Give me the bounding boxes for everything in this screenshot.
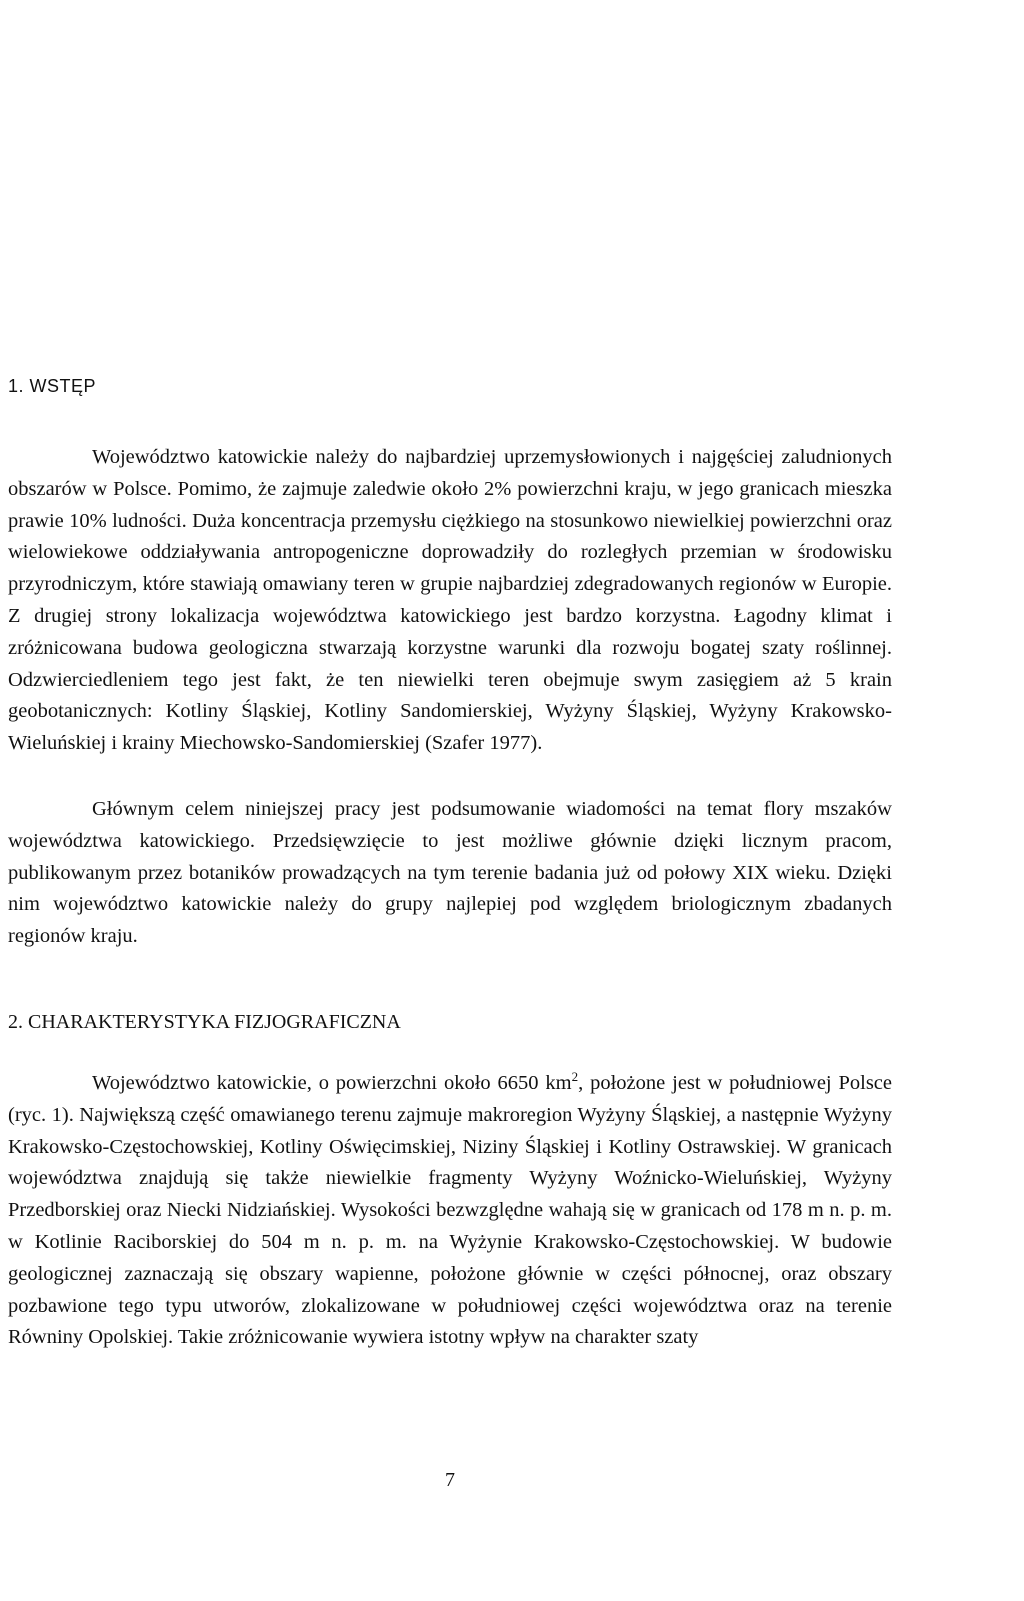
page-number: 7	[445, 1469, 455, 1491]
paragraph-physiography-rest: , położone jest w południowej Polsce (ryc. 1). Największą część omawianego terenu zajmuje makroregion Wyżyny Śląskiej, a następnie Wyżyny Krakowsko-Częstochowskiej, Kotliny Oświęcimskiej, Niziny Śląskiej i Kotliny Ostrawskiej. W granicach województwa znajdują się także niewielkie fragmenty Wyżyny Woźnicko-Wieluńskiej, Wyżyny Przedborskiej oraz Niecki Nidziańskiej. Wysokości bezwzględne wahają się w granicach od 178 m n. p. m. w Kotlinie Raciborskiej do 504 m n. p. m. na Wyżynie Krakowsko-Częstochowskiej. W budowie geologicznej zaznaczają się obszary wapienne, położone głównie w części północnej, oraz obszary pozbawione tego typu utworów, zlokalizowane w południowej części województwa oraz na terenie Równiny Opolskiej. Takie zróżnicowanie wywiera istotny wpływ na charakter szaty	[8, 1072, 892, 1349]
superscript-exponent: 2	[571, 1069, 579, 1085]
paragraph-physiography	[8, 1068, 892, 1354]
section-heading-introduction: 1. WSTĘP	[8, 376, 97, 396]
paragraph-physiography-start: Województwo katowickie, o powierzchni około 6650 km	[92, 1072, 572, 1094]
paragraph-introduction-2: Głównym celem niniejszej pracy jest podsumowanie wiadomości na temat flory mszaków województwa katowickiego. Przedsięwzięcie to jest możliwe głównie dzięki licznym pracom, publikowanym przez botaników prowadzących na tym terenie badania już od połowy XIX wieku. Dzięki nim województwo katowickie należy do grupy najlepiej pod względem briologicznym zbadanych regionów kraju.	[8, 798, 892, 948]
section-heading-physiography: 2. CHARAKTERYSTYKA FIZJOGRAFICZNA	[8, 1011, 401, 1033]
paragraph-introduction-1: Województwo katowickie należy do najbardziej uprzemysłowionych i najgęściej zaludnionych obszarów w Polsce. Pomimo, że zajmuje zaledwie około 2% powierzchni kraju, w jego granicach mieszka prawie 10% ludności. Duża koncentracja przemysłu ciężkiego na stosunkowo niewielkiej powierzchni oraz wielowiekowe oddziaływania antropogeniczne doprowadziły do rozległych przemian w środowisku przyrodniczym, które stawiają omawiany teren w grupie najbardziej zdegradowanych regionów w Europie. Z drugiej strony lokalizacja województwa katowickiego jest bardzo korzystna. Łagodny klimat i zróżnicowana budowa geologiczna stwarzają korzystne warunki dla rozwoju bogatej szaty roślinnej. Odzwierciedleniem tego jest fakt, że ten niewielki teren obejmuje swym zasięgiem aż 5 krain geobotanicznych: Kotliny Śląskiej, Kotliny Sandomierskiej, Wyżyny Śląskiej, Wyżyny Krakowsko-Wieluńskiej i krainy Miechowsko-Sandomierskiej (Szafer 1977).	[8, 446, 892, 755]
